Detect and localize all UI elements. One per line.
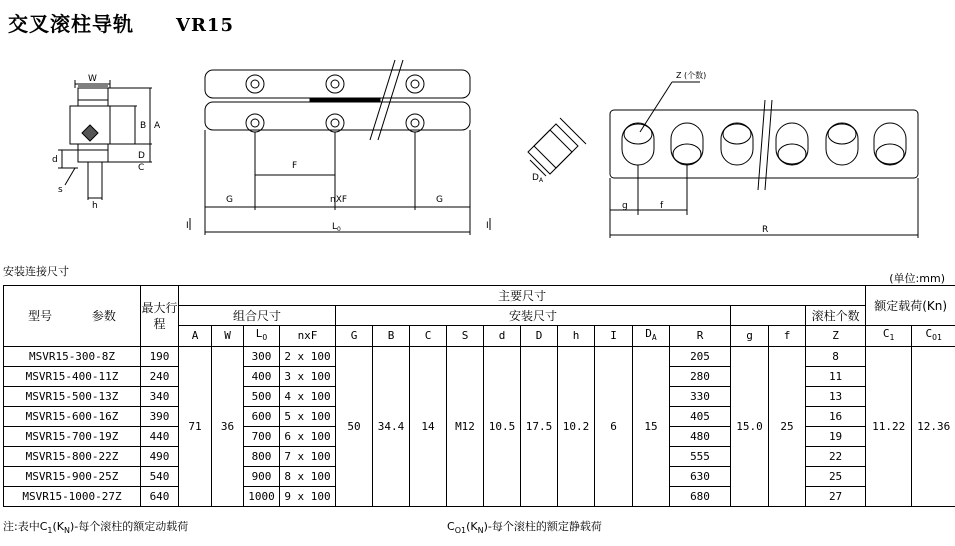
col-h: h (558, 326, 595, 347)
label-l0-sub: 0 (337, 226, 341, 233)
cell-l0: 1000 (244, 487, 280, 507)
header-install-dims: 安装尺寸 (336, 306, 731, 326)
cell-da: 15 (633, 347, 670, 507)
cell-z: 11 (806, 367, 866, 387)
header-model-param (4, 286, 141, 347)
cell-r: 330 (670, 387, 731, 407)
col-d: d (484, 326, 521, 347)
header-roller-count: 滚柱个数 (806, 306, 866, 326)
cell-gg: 15.0 (731, 347, 769, 507)
cell-z: 16 (806, 407, 866, 427)
label-a: A (154, 121, 161, 131)
header-model: 型号 (28, 309, 53, 324)
col-f: f (769, 326, 806, 347)
roller-cage-view (610, 70, 918, 238)
cell-z: 13 (806, 387, 866, 407)
cell-w: 36 (212, 347, 244, 507)
cell-r: 405 (670, 407, 731, 427)
header-assembly-dims: 组合尺寸 (179, 306, 336, 326)
cell-l0: 700 (244, 427, 280, 447)
cell-stroke: 490 (141, 447, 179, 467)
cell-nxf: 9 x 100 (280, 487, 336, 507)
cell-g: 50 (336, 347, 373, 507)
cell-stroke: 390 (141, 407, 179, 427)
cell-l0: 600 (244, 407, 280, 427)
svg-text:L0 (332, 222, 341, 233)
cell-stroke: 440 (141, 427, 179, 447)
label-nxf: nXF (330, 195, 348, 205)
cell-nxf: 8 x 100 (280, 467, 336, 487)
cell-model: MSVR15-800-22Z (4, 447, 141, 467)
col-c1: $C_1$ (866, 326, 912, 347)
label-d-small: d (52, 155, 58, 165)
col-g: G (336, 326, 373, 347)
cell-model: MSVR15-700-19Z (4, 427, 141, 447)
cell-model: MSVR15-900-25Z (4, 467, 141, 487)
col-z: Z (806, 326, 866, 347)
cross-section-view (52, 74, 161, 211)
col-nxf: nxF (280, 326, 336, 347)
rail-top-view (186, 60, 490, 235)
col-c: C (410, 326, 447, 347)
spec-table (3, 285, 955, 507)
cell-r: 205 (670, 347, 731, 367)
cell-model: MSVR15-500-13Z (4, 387, 141, 407)
cell-stroke: 240 (141, 367, 179, 387)
label-g-small: g (622, 201, 628, 211)
label-da-sub: A (538, 177, 544, 184)
cell-r: 630 (670, 467, 731, 487)
page-title (8, 8, 234, 37)
label-d-big: D (138, 151, 145, 161)
col-gg: g (731, 326, 769, 347)
col-b: B (373, 326, 410, 347)
cell-stroke: 340 (141, 387, 179, 407)
header-max-stroke: 最大行程 (141, 286, 179, 347)
table-row (4, 347, 955, 367)
header-main-dims: 主要尺寸 (179, 286, 866, 306)
cell-l0: 900 (244, 467, 280, 487)
col-l0: $L_O$ (244, 326, 280, 347)
cell-nxf: 2 x 100 (280, 347, 336, 367)
cell-l0: 800 (244, 447, 280, 467)
cell-f: 25 (769, 347, 806, 507)
cell-nxf: 7 x 100 (280, 447, 336, 467)
cell-nxf: 6 x 100 (280, 427, 336, 447)
label-l0: L (332, 222, 338, 232)
header-row-1 (4, 286, 955, 306)
header-rated-load: 额定载荷(Kn) (866, 286, 955, 326)
label-b: B (140, 121, 147, 131)
note-dynamic-load: 注:表中$C_1(K_N)-$每个滚柱的额定动载荷 (3, 520, 189, 536)
label-i-right: I (486, 221, 489, 231)
col-i: I (595, 326, 633, 347)
header-param: 参数 (91, 309, 116, 324)
col-w: W (212, 326, 244, 347)
cell-r: 280 (670, 367, 731, 387)
cell-z: 8 (806, 347, 866, 367)
label-r: R (762, 225, 769, 235)
cell-a: 71 (179, 347, 212, 507)
label-g-left: G (226, 195, 233, 205)
cell-dd: 17.5 (521, 347, 558, 507)
cell-z: 19 (806, 427, 866, 447)
label-g-right: G (436, 195, 443, 205)
cell-d: 10.5 (484, 347, 521, 507)
cell-model: MSVR15-1000-27Z (4, 487, 141, 507)
cell-r: 555 (670, 447, 731, 467)
cell-c01: 12.36 (912, 347, 955, 507)
title-model: VR15 (176, 15, 234, 36)
cell-nxf: 5 x 100 (280, 407, 336, 427)
cage-rollers (622, 123, 906, 165)
cell-l0: 300 (244, 347, 280, 367)
cell-l0: 400 (244, 367, 280, 387)
label-s: s (58, 185, 63, 195)
cell-stroke: 190 (141, 347, 179, 367)
label-c: C (138, 163, 145, 173)
cell-z: 22 (806, 447, 866, 467)
label-f: F (292, 161, 298, 171)
cell-nxf: 3 x 100 (280, 367, 336, 387)
cell-r: 680 (670, 487, 731, 507)
label-h: h (92, 201, 98, 211)
cell-b: 34.4 (373, 347, 410, 507)
note-static-load: $C_{O1}(K_N)-$每个滚柱的额定静载荷 (447, 520, 602, 536)
cell-l0: 500 (244, 387, 280, 407)
cell-c1: 11.22 (866, 347, 912, 507)
label-w: W (88, 74, 97, 84)
roller-detail-view (528, 118, 586, 184)
label-da: D (532, 173, 539, 183)
header-blank (731, 306, 806, 326)
section-title: 安装连接尺寸 (3, 265, 69, 278)
cell-h: 10.2 (558, 347, 595, 507)
col-r: R (670, 326, 731, 347)
cell-z: 27 (806, 487, 866, 507)
technical-drawing (0, 40, 955, 245)
cell-r: 480 (670, 427, 731, 447)
label-z: Z (个数) (676, 71, 707, 80)
cell-s: M12 (447, 347, 484, 507)
cell-stroke: 540 (141, 467, 179, 487)
col-s: S (447, 326, 484, 347)
label-f-small: f (660, 201, 664, 211)
cell-stroke: 640 (141, 487, 179, 507)
col-da: $D_A$ (633, 326, 670, 347)
cell-nxf: 4 x 100 (280, 387, 336, 407)
cell-model: MSVR15-600-16Z (4, 407, 141, 427)
title-name: 交叉滚柱导轨 (8, 12, 134, 36)
cell-i: 6 (595, 347, 633, 507)
unit-label: (单位:mm) (889, 272, 945, 285)
cell-model: MSVR15-300-8Z (4, 347, 141, 367)
col-dd: D (521, 326, 558, 347)
col-c01: $C_{O1}$ (912, 326, 955, 347)
cell-model: MSVR15-400-11Z (4, 367, 141, 387)
col-a: A (179, 326, 212, 347)
cell-z: 25 (806, 467, 866, 487)
label-i-left: I (186, 221, 189, 231)
svg-text:DA (532, 173, 544, 184)
cell-c: 14 (410, 347, 447, 507)
